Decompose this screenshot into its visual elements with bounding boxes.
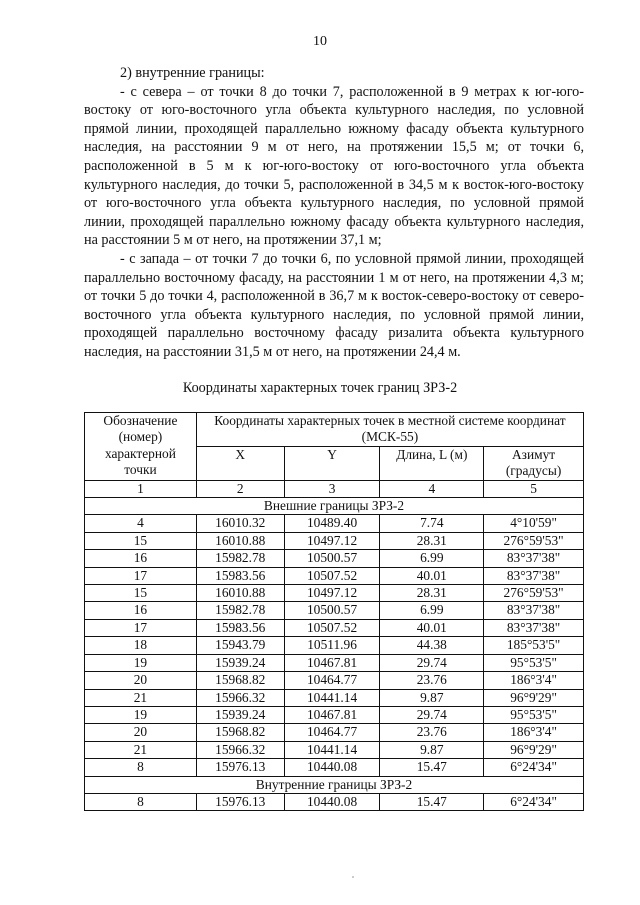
table-row	[85, 706, 584, 723]
cell-length: 7.74	[380, 515, 484, 532]
cell-azimuth: 83°37'38"	[484, 567, 584, 584]
cell-length: 29.74	[380, 654, 484, 671]
cell-length: 6.99	[380, 550, 484, 567]
cell-x: 16010.32	[196, 515, 284, 532]
table-row	[85, 515, 584, 532]
cell-azimuth: 83°37'38"	[484, 602, 584, 619]
cell-x: 15968.82	[196, 672, 284, 689]
cell-point: 20	[85, 672, 197, 689]
cell-point: 16	[85, 550, 197, 567]
column-number: 1	[85, 480, 197, 497]
cell-y: 10440.08	[284, 759, 380, 776]
cell-y: 10500.57	[284, 550, 380, 567]
column-number: 5	[484, 480, 584, 497]
cell-point: 16	[85, 602, 197, 619]
cell-azimuth: 186°3'4"	[484, 724, 584, 741]
cell-point: 19	[85, 654, 197, 671]
cell-y: 10497.12	[284, 585, 380, 602]
cell-length: 23.76	[380, 672, 484, 689]
cell-y: 10441.14	[284, 689, 380, 706]
cell-y: 10511.96	[284, 637, 380, 654]
cell-x: 15976.13	[196, 759, 284, 776]
table-row	[85, 532, 584, 549]
cell-x: 15968.82	[196, 724, 284, 741]
cell-length: 9.87	[380, 741, 484, 758]
cell-x: 15976.13	[196, 793, 284, 810]
table-row	[85, 550, 584, 567]
section-row	[85, 498, 584, 515]
cell-y: 10467.81	[284, 706, 380, 723]
paragraph-heading: 2) внутренние границы:	[120, 65, 265, 81]
cell-x: 15943.79	[196, 637, 284, 654]
cell-y: 10441.14	[284, 741, 380, 758]
cell-azimuth: 186°3'4"	[484, 672, 584, 689]
cell-azimuth: 185°53'5"	[484, 637, 584, 654]
cell-length: 44.38	[380, 637, 484, 654]
cell-y: 10464.77	[284, 724, 380, 741]
cell-azimuth: 276°59'53"	[484, 585, 584, 602]
header-azimuth: Азимут (градусы)	[484, 446, 584, 480]
table-row	[85, 567, 584, 584]
cell-length: 9.87	[380, 689, 484, 706]
table-row	[85, 654, 584, 671]
scan-speck	[352, 876, 354, 878]
cell-y: 10464.77	[284, 672, 380, 689]
cell-azimuth: 95°53'5"	[484, 654, 584, 671]
cell-azimuth: 276°59'53"	[484, 532, 584, 549]
paragraph-north: - с севера – от точки 8 до точки 7, расположенной в 9 метрах к юг-юго-востоку от юго-восточного угла объекта культурного наследия, по условной прямой линии, проходящей параллельно южному фасаду объекта культурного наследия, на расстоянии 9 м от него, на протяжении 15,5 м; от точки 6, расположенной в 5 м к юг-юго-востоку от юго-восточного угла объекта культурного наследия, до точки 5, расположенной в 34,5 м к восток-юго-востоку от юго-восточного угла объекта культурного наследия, по условной прямой линии, проходящей параллельно южному фасаду объекта культурного наследия, на расстоянии 5 м от него, на протяжении 37,1 м;	[84, 83, 584, 249]
table-row	[85, 741, 584, 758]
table-row	[85, 619, 584, 636]
cell-azimuth: 83°37'38"	[484, 550, 584, 567]
table-row	[85, 724, 584, 741]
cell-length: 28.31	[380, 532, 484, 549]
cell-x: 16010.88	[196, 585, 284, 602]
cell-y: 10440.08	[284, 793, 380, 810]
section-row	[85, 776, 584, 793]
page-number: 10	[313, 34, 327, 49]
cell-point: 19	[85, 706, 197, 723]
cell-length: 40.01	[380, 619, 484, 636]
cell-point: 4	[85, 515, 197, 532]
cell-azimuth: 95°53'5"	[484, 706, 584, 723]
cell-x: 15939.24	[196, 654, 284, 671]
cell-y: 10467.81	[284, 654, 380, 671]
table-row	[85, 637, 584, 654]
cell-x: 15983.56	[196, 567, 284, 584]
cell-length: 29.74	[380, 706, 484, 723]
cell-length: 40.01	[380, 567, 484, 584]
cell-y: 10507.52	[284, 567, 380, 584]
cell-point: 17	[85, 619, 197, 636]
cell-y: 10497.12	[284, 532, 380, 549]
cell-x: 15939.24	[196, 706, 284, 723]
cell-length: 15.47	[380, 759, 484, 776]
table-row	[85, 689, 584, 706]
cell-length: 15.47	[380, 793, 484, 810]
cell-point: 20	[85, 724, 197, 741]
table-row	[85, 672, 584, 689]
cell-length: 28.31	[380, 585, 484, 602]
table-row	[85, 793, 584, 810]
table-row	[85, 759, 584, 776]
cell-y: 10500.57	[284, 602, 380, 619]
column-number-row	[85, 480, 584, 497]
cell-x: 16010.88	[196, 532, 284, 549]
cell-y: 10489.40	[284, 515, 380, 532]
header-length: Длина, L (м)	[380, 446, 484, 480]
header-x: X	[196, 446, 284, 480]
cell-point: 15	[85, 585, 197, 602]
cell-azimuth: 6°24'34"	[484, 793, 584, 810]
cell-azimuth: 6°24'34"	[484, 759, 584, 776]
section-title: Внешние границы ЗРЗ-2	[85, 498, 584, 515]
table-row	[85, 585, 584, 602]
cell-point: 21	[85, 741, 197, 758]
cell-x: 15983.56	[196, 619, 284, 636]
coordinates-table	[84, 412, 584, 811]
column-number: 4	[380, 480, 484, 497]
header-coordinates: Координаты характерных точек в местной системе координат (МСК-55)	[196, 413, 583, 447]
cell-x: 15966.32	[196, 689, 284, 706]
cell-azimuth: 96°9'29"	[484, 741, 584, 758]
paragraph-west: - с запада – от точки 7 до точки 6, по условной прямой линии, проходящей параллельно восточному фасаду, на расстоянии 1 м от него, на протяжении 4,3 м; от точки 5 до точки 4, расположенной в 36,7 м к восток-северо-востоку от северо-восточного угла объекта культурного наследия, по условной прямой линии, проходящей параллельно восточному фасаду ризалита объекта культурного наследия, на расстоянии 31,5 м от него, на протяжении 24,4 м.	[84, 250, 584, 360]
cell-x: 15982.78	[196, 602, 284, 619]
cell-point: 8	[85, 793, 197, 810]
cell-azimuth: 4°10'59"	[484, 515, 584, 532]
cell-x: 15982.78	[196, 550, 284, 567]
column-number: 2	[196, 480, 284, 497]
section-title: Внутренние границы ЗРЗ-2	[85, 776, 584, 793]
table-body	[85, 498, 584, 811]
body-text	[84, 64, 584, 362]
table-caption: Координаты характерных точек границ ЗРЗ-2	[182, 380, 458, 396]
cell-point: 18	[85, 637, 197, 654]
header-y: Y	[284, 446, 380, 480]
cell-azimuth: 83°37'38"	[484, 619, 584, 636]
cell-azimuth: 96°9'29"	[484, 689, 584, 706]
header-designation: Обозначение (номер) характерной точки	[85, 413, 197, 481]
cell-y: 10507.52	[284, 619, 380, 636]
cell-x: 15966.32	[196, 741, 284, 758]
column-number: 3	[284, 480, 380, 497]
cell-length: 6.99	[380, 602, 484, 619]
cell-point: 15	[85, 532, 197, 549]
cell-point: 17	[85, 567, 197, 584]
cell-point: 8	[85, 759, 197, 776]
cell-length: 23.76	[380, 724, 484, 741]
table-row	[85, 602, 584, 619]
cell-point: 21	[85, 689, 197, 706]
